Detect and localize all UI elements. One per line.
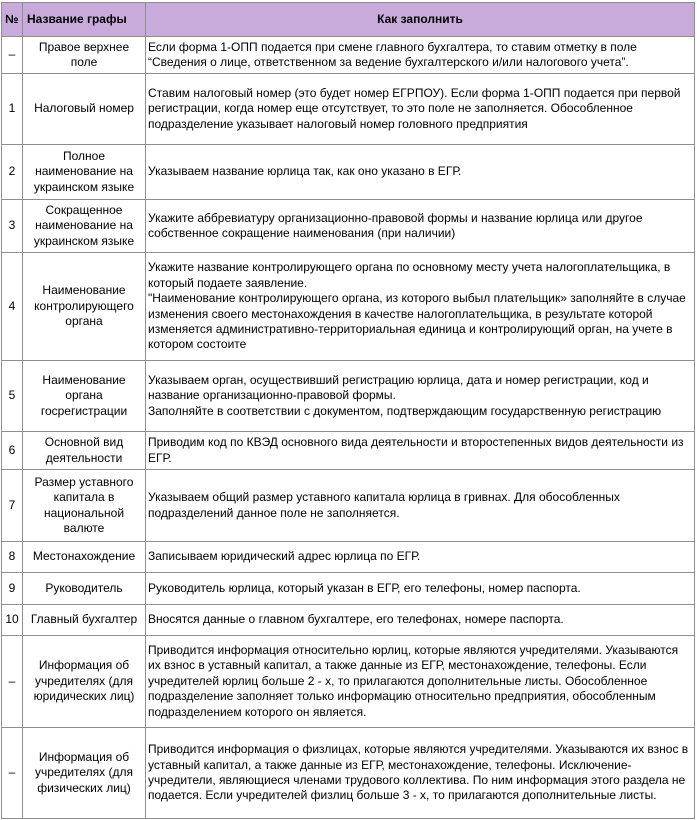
field-name: Налоговый номер — [23, 74, 146, 145]
row-number: 1 — [2, 74, 23, 145]
row-number: – — [2, 636, 23, 728]
table-header-row — [2, 3, 695, 37]
header-field-name: Название графы — [23, 3, 146, 37]
fill-instruction: Руководитель юрлица, который указан в ЕГР, его телефоны, номер паспорта. — [146, 573, 695, 605]
field-name: Полное наименование на украинском языке — [23, 145, 146, 200]
field-name: Наименование органа госрегистрации — [23, 361, 146, 432]
row-number: 4 — [2, 253, 23, 361]
table-row — [2, 253, 695, 361]
field-name: Информация об учредителях (для юридических лиц) — [23, 636, 146, 728]
row-number: 6 — [2, 432, 23, 470]
fill-instruction: Ставим налоговый номер (это будет номер ЕГРПОУ). Если форма 1-ОПП подается при первой регистрации, когда номер еще отсутствует, то это поле не заполняется. Обособленное подразделение указывает налоговый номер головного предприятия — [146, 74, 695, 145]
row-number: – — [2, 728, 23, 819]
instructions-table — [1, 2, 695, 819]
fill-instruction: Приводим код по КВЭД основного вида деятельности и второстепенных видов деятельности из ЕГР. — [146, 432, 695, 470]
row-number: 10 — [2, 605, 23, 636]
fill-instruction: Указываем орган, осуществивший регистрацию юрлица, дата и номер регистрации, код и название организационно-правовой формы. Заполняйте в соответствии с документом, подтверждающим государственную регистрацию — [146, 361, 695, 432]
header-how-to-fill: Как заполнить — [146, 3, 695, 37]
field-name: Руководитель — [23, 573, 146, 605]
table-row — [2, 145, 695, 200]
table-row — [2, 200, 695, 253]
row-number: – — [2, 37, 23, 74]
field-name: Главный бухгалтер — [23, 605, 146, 636]
row-number: 9 — [2, 573, 23, 605]
table-row — [2, 542, 695, 573]
field-name: Местонахождение — [23, 542, 146, 573]
field-name: Основной вид деятельности — [23, 432, 146, 470]
row-number: 5 — [2, 361, 23, 432]
fill-instruction: Укажите название контролирующего органа по основному месту учета налогоплательщика, в который подаете заявление. "Наименование контролирующего органа, из которого выбыл плательщик» заполняйте в случае изменения своего местонахождения в качестве налогоплательщика, в результате которой изменяется административно-территориальная единица и контролирующий орган, на учете в котором состоите — [146, 253, 695, 361]
field-name: Информация об учредителях (для физических лиц) — [23, 728, 146, 819]
field-name: Размер уставного капитала в национальной валюте — [23, 470, 146, 542]
fill-instruction: Вносятся данные о главном бухгалтере, его телефонах, номере паспорта. — [146, 605, 695, 636]
fill-instruction: Указываем название юрлица так, как оно указано в ЕГР. — [146, 145, 695, 200]
fill-instruction: Приводится информация относительно юрлиц, которые являются учредителями. Указываются их взнос в уставный капитал, а также данные из ЕГР, местонахождение, телефоны. Если учредителей юрлиц больше 2 - х, то прилагаются дополнительные листы. Обособленное подразделение заполняет только информацию относительно предприятия, обособленным подразделением которого он является. — [146, 636, 695, 728]
fill-instruction: Если форма 1-ОПП подается при смене главного бухгалтера, то ставим отметку в поле “Сведения о лице, ответственном за ведение бухгалтерского и/или налогового учета”. — [146, 37, 695, 74]
table-row — [2, 74, 695, 145]
table-row — [2, 573, 695, 605]
header-number: № — [2, 3, 23, 37]
row-number: 3 — [2, 200, 23, 253]
row-number: 7 — [2, 470, 23, 542]
table-row — [2, 37, 695, 74]
row-number: 8 — [2, 542, 23, 573]
table-row — [2, 470, 695, 542]
table-row — [2, 361, 695, 432]
fill-instruction: Приводится информация о физлицах, которые являются учредителями. Указываются их взнос в уставный капитал, а также данные из ЕГР, местонахождение, телефоны. Исключение-учредители, являющиеся членами трудового коллектива. По ним информация этого раздела не подается. Если учредителей физлиц больше 3 - х, то прилагаются дополнительные листы. — [146, 728, 695, 819]
fill-instruction: Записываем юридический адрес юрлица по ЕГР. — [146, 542, 695, 573]
fill-instruction: Указываем общий размер уставного капитала юрлица в гривнах. Для обособленных подразделений данное поле не заполняется. — [146, 470, 695, 542]
row-number: 2 — [2, 145, 23, 200]
table-row — [2, 636, 695, 728]
table-row — [2, 432, 695, 470]
field-name: Наименование контролирующего органа — [23, 253, 146, 361]
field-name: Правое верхнее поле — [23, 37, 146, 74]
table-row — [2, 605, 695, 636]
field-name: Сокращенное наименование на украинском языке — [23, 200, 146, 253]
fill-instruction: Укажите аббревиатуру организационно-правовой формы и название юрлица или другое собственное сокращение наименования (при наличии) — [146, 200, 695, 253]
table-row — [2, 728, 695, 819]
